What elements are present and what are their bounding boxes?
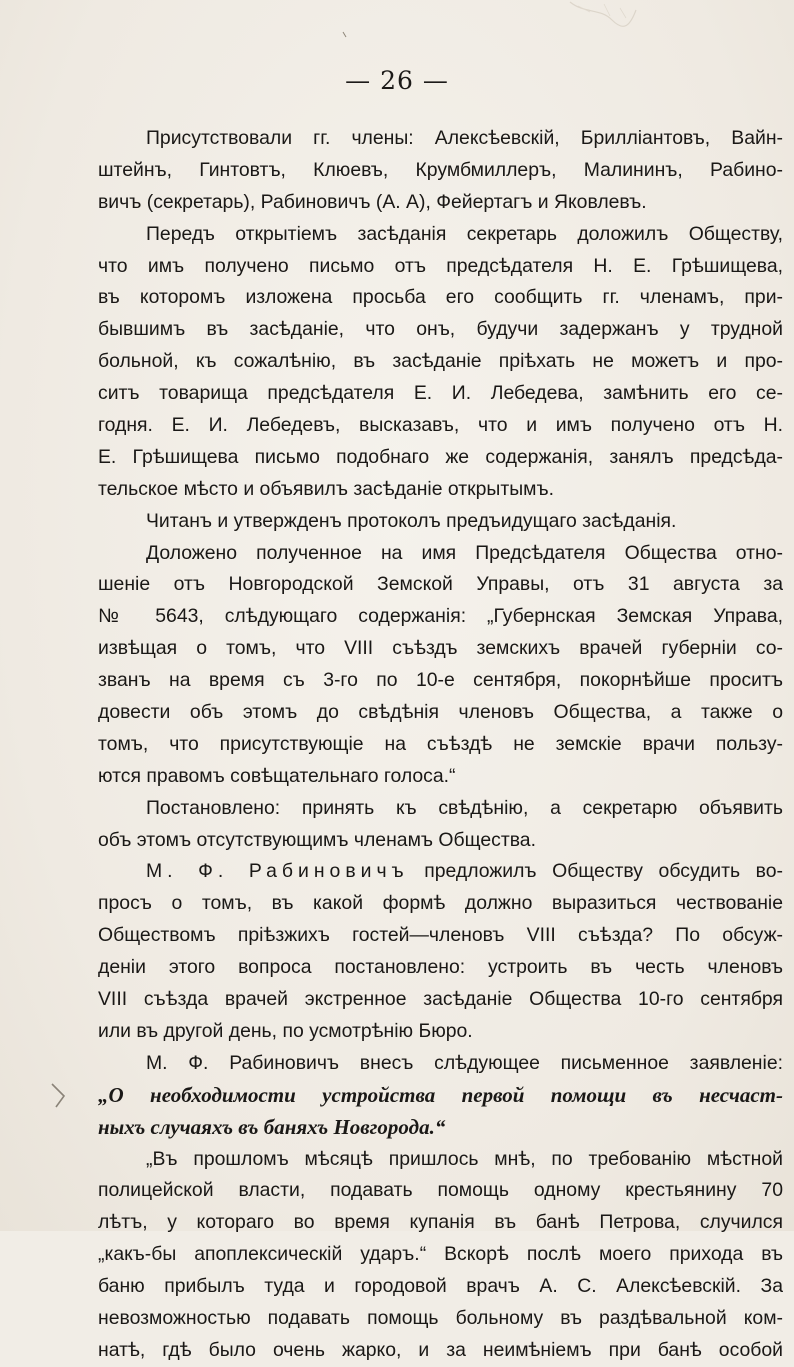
text-line: что имъ получено письмо отъ предсѣдателя Н. Е. Грѣшищева,	[98, 254, 783, 277]
text-line: больной, къ сожалѣнію, въ засѣданіе пріѣхать не можетъ и про-	[98, 350, 783, 373]
text-line: довести объ этомъ до свѣдѣнія членовъ Общества, а также о	[98, 701, 783, 724]
paper-stain	[560, 0, 640, 34]
text-line: въ которомъ изложена просьба его сообщить гг. членамъ, при-	[98, 286, 783, 309]
spaced-name: М. Ф. Рабиновичъ	[146, 860, 409, 883]
text-line: Передъ открытіемъ засѣданія секретарь доложилъ Обществу,	[146, 222, 783, 245]
text-line: томъ, что присутствующіе на съѣздѣ не земскіе врачи пользу-	[98, 732, 783, 755]
text-line: Читанъ и утвержденъ протоколъ предъидущаго засѣданія.	[146, 509, 677, 532]
text-line: Обществомъ пріѣзжихъ гостей—членовъ VIII съѣзда? По обсуж-	[98, 924, 783, 947]
text-line: невозможностью подавать помощь больному въ раздѣвальной ком-	[98, 1306, 783, 1329]
text-line: VIII съѣзда врачей экстренное засѣданіе Общества 10-го сентября	[98, 988, 783, 1011]
text-line: ситъ товарища предсѣдателя Е. И. Лебедева, замѣнить его се-	[98, 382, 783, 405]
text-line: шеніе отъ Новгородской Земской Управы, отъ 31 августа за	[98, 573, 783, 596]
text-line: Доложено полученное на имя Предсѣдателя Общества отно-	[146, 541, 783, 564]
text-line: „Въ прошломъ мѣсяцѣ пришлось мнѣ, по требованію мѣстной	[146, 1147, 783, 1170]
text-line: тельское мѣсто и объявилъ засѣданіе открытымъ.	[98, 477, 554, 500]
text-line: бывшимъ въ засѣданіе, что онъ, будучи задержанъ у трудной	[98, 318, 783, 341]
text-line: вичъ (секретарь), Рабиновичъ (А. А), Фейертагъ и Яковлевъ.	[98, 190, 647, 213]
text-line: годня. Е. И. Лебедевъ, высказавъ, что и имъ получено отъ Н.	[98, 414, 783, 437]
text-line: штейнъ, Гинтовтъ, Клюевъ, Крумбмиллеръ, Малининъ, Рабино-	[98, 158, 783, 181]
text-line: Присутствовали гг. члены: Алексѣевскій, Бриллiантовъ, Вайн-	[146, 127, 783, 149]
text-line: ныхъ случаяхъ въ баняхъ Новгорода.“	[98, 1114, 446, 1139]
text-line: лѣтъ, у котораго во время купанія въ банѣ Петрова, случился	[98, 1211, 783, 1234]
text-line: натѣ, гдѣ было очень жарко, и за неимѣніемъ при банѣ особой	[98, 1338, 783, 1361]
text-line: М. Ф. Рабиновичъ предложилъ Обществу обсудить во-	[146, 860, 783, 883]
text-line: деніи этого вопроса постановлено: устроить въ честь членовъ	[98, 956, 783, 979]
margin-pencil-mark	[48, 1080, 70, 1110]
text-line: Постановлено: принять къ свѣдѣнію, а секретарю объявить	[146, 796, 783, 819]
text-line: „какъ-бы апоплексическій ударъ.“ Вскорѣ послѣ моего прихода въ	[98, 1243, 783, 1266]
paper-speck	[340, 30, 350, 40]
text-line: просъ о томъ, въ какой формѣ должно выразиться чествованіе	[98, 892, 783, 915]
text-line: или въ другой день, по усмотрѣнію Бюро.	[98, 1019, 473, 1042]
text-line: объ этомъ отсутствующимъ членамъ Общества.	[98, 828, 536, 851]
text-line: званъ на время съ 3-го по 10-е сентября, покорнѣйше проситъ	[98, 669, 783, 692]
text-line: ются правомъ совѣщательнаго голоса.“	[98, 764, 456, 787]
text-line: „О необходимости устройства первой помощи въ несчаст-	[98, 1082, 783, 1107]
page-number: — 26 —	[345, 66, 449, 95]
text-line: Е. Грѣшищева письмо подобнаго же содержанія, занялъ предсѣда-	[98, 445, 783, 468]
text-line: извѣщая о томъ, что VIII съѣздъ земскихъ врачей губерніи со-	[98, 637, 783, 660]
text-line: полицейской власти, подавать помощь одному крестьянину 70	[98, 1179, 783, 1202]
body-text	[98, 123, 783, 1367]
text-line: М. Ф. Рабиновичъ внесъ слѣдующее письменное заявленіе:	[146, 1051, 783, 1074]
text-line: баню прибылъ туда и городовой врачъ А. С. Алексѣевскій. За	[98, 1275, 783, 1298]
text-line: № 5643, слѣдующаго содержанія: „Губернская Земская Управа,	[98, 605, 783, 628]
